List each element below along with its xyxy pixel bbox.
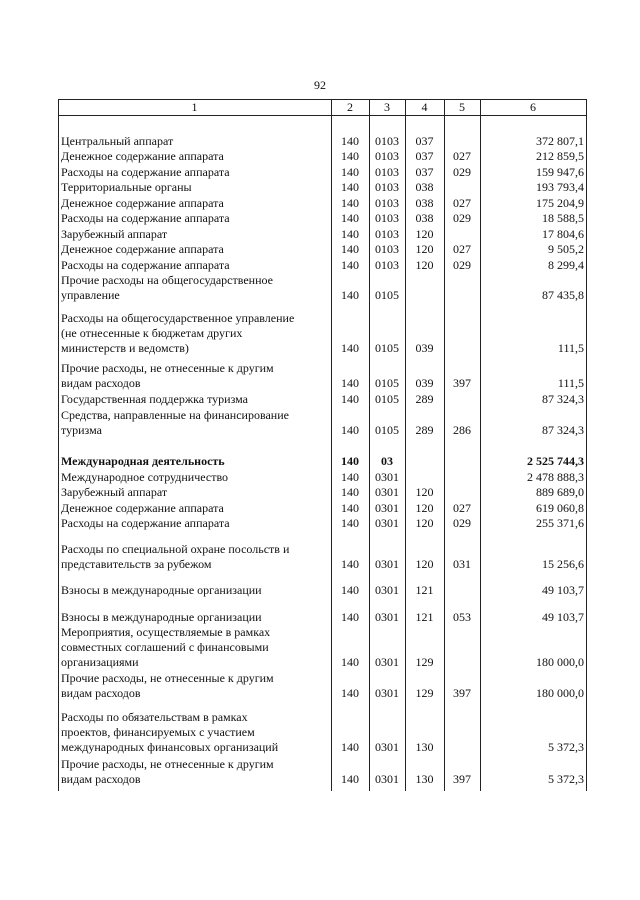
code-chapter: 140 bbox=[341, 423, 359, 437]
code-expense: 397 bbox=[453, 376, 471, 390]
code-chapter: 140 bbox=[341, 557, 359, 571]
code-chapter: 140 bbox=[341, 392, 359, 406]
code-expense: 397 bbox=[453, 772, 471, 786]
row-description: Средства, направленные на финансирование туризма bbox=[61, 408, 289, 437]
code-expense: 053 bbox=[453, 610, 471, 624]
row-description: Денежное содержание аппарата bbox=[61, 242, 224, 256]
header-cell: 2 bbox=[347, 100, 353, 114]
amount: 619 060,8 bbox=[536, 501, 584, 515]
code-chapter: 140 bbox=[341, 180, 359, 194]
code-section: 0301 bbox=[375, 501, 399, 515]
code-expense: 397 bbox=[453, 686, 471, 700]
code-section: 0103 bbox=[375, 149, 399, 163]
code-target: 120 bbox=[415, 516, 434, 530]
code-chapter: 140 bbox=[341, 196, 359, 210]
row-description: Зарубежный аппарат bbox=[61, 485, 168, 499]
code-expense: 029 bbox=[453, 211, 471, 225]
code-target: 039 bbox=[415, 376, 434, 390]
code-chapter: 140 bbox=[341, 485, 359, 499]
amount: 49 103,7 bbox=[542, 610, 584, 624]
code-section: 0103 bbox=[375, 242, 399, 256]
row-description: Денежное содержание аппарата bbox=[61, 196, 224, 210]
code-target: 037 bbox=[415, 134, 434, 148]
row-description: Территориальные органы bbox=[61, 180, 192, 194]
code-section: 0103 bbox=[375, 227, 399, 241]
code-target: 121 bbox=[415, 610, 434, 624]
row-description: Государственная поддержка туризма bbox=[61, 392, 249, 406]
code-section: 0105 bbox=[375, 376, 399, 390]
code-target: 289 bbox=[415, 392, 434, 406]
code-target: 120 bbox=[415, 501, 434, 515]
code-section: 0301 bbox=[375, 655, 399, 669]
amount: 5 372,3 bbox=[548, 740, 584, 754]
code-target: 120 bbox=[415, 242, 434, 256]
header-row bbox=[58, 99, 587, 115]
code-chapter: 140 bbox=[341, 686, 359, 700]
amount: 255 371,6 bbox=[536, 516, 584, 530]
row-description: Прочие расходы, не отнесенные к другим видам расходов bbox=[61, 361, 274, 390]
code-section: 0301 bbox=[375, 470, 399, 484]
code-chapter: 140 bbox=[341, 655, 359, 669]
code-section: 0105 bbox=[375, 423, 399, 437]
amount: 15 256,6 bbox=[542, 557, 584, 571]
code-expense: 027 bbox=[453, 149, 471, 163]
code-section: 0105 bbox=[375, 288, 399, 302]
amount: 9 505,2 bbox=[548, 242, 584, 256]
table-right-border bbox=[586, 99, 587, 791]
amount: 175 204,9 bbox=[536, 196, 584, 210]
code-chapter: 140 bbox=[341, 288, 359, 302]
code-section: 0103 bbox=[375, 196, 399, 210]
table-left-border bbox=[58, 99, 59, 791]
code-target: 120 bbox=[415, 227, 434, 241]
amount: 87 324,3 bbox=[542, 423, 584, 437]
header-cell: 6 bbox=[530, 100, 536, 114]
code-target: 289 bbox=[415, 423, 434, 437]
row-description: Взносы в международные организации bbox=[61, 583, 262, 597]
row-description: Расходы на содержание аппарата bbox=[61, 165, 230, 179]
code-chapter: 140 bbox=[341, 516, 359, 530]
row-description: Взносы в международные организации bbox=[61, 610, 262, 624]
row-description: Расходы на содержание аппарата bbox=[61, 211, 230, 225]
header-cell: 3 bbox=[384, 100, 390, 114]
code-target: 129 bbox=[415, 686, 434, 700]
code-expense: 286 bbox=[453, 423, 471, 437]
amount: 111,5 bbox=[557, 341, 584, 355]
code-section: 0103 bbox=[375, 211, 399, 225]
amount: 889 689,0 bbox=[536, 485, 584, 499]
code-expense: 027 bbox=[453, 242, 471, 256]
amount: 212 859,5 bbox=[536, 149, 584, 163]
code-chapter: 140 bbox=[341, 341, 359, 355]
code-expense: 027 bbox=[453, 196, 471, 210]
code-section: 0301 bbox=[375, 557, 399, 571]
code-target: 038 bbox=[415, 180, 434, 194]
row-description: Расходы по специальной охране посольств и представительств за рубежом bbox=[61, 542, 290, 571]
code-target: 130 bbox=[415, 740, 434, 754]
code-expense: 029 bbox=[453, 258, 471, 272]
amount: 2 525 744,3 bbox=[527, 454, 584, 468]
amount: 180 000,0 bbox=[536, 655, 584, 669]
row-description: Денежное содержание аппарата bbox=[61, 149, 224, 163]
amount: 111,5 bbox=[557, 376, 584, 390]
code-target: 130 bbox=[415, 772, 434, 786]
amount: 18 588,5 bbox=[542, 211, 584, 225]
code-chapter: 140 bbox=[341, 772, 359, 786]
row-description: Расходы на содержание аппарата bbox=[61, 516, 230, 530]
code-section: 0103 bbox=[375, 258, 399, 272]
code-chapter: 140 bbox=[341, 211, 359, 225]
code-target: 038 bbox=[415, 196, 434, 210]
code-chapter: 140 bbox=[341, 740, 359, 754]
header-bottom-border bbox=[58, 115, 587, 116]
code-chapter: 140 bbox=[341, 149, 359, 163]
code-target: 121 bbox=[415, 583, 434, 597]
code-chapter: 140 bbox=[341, 227, 359, 241]
row-description: Центральный аппарат bbox=[61, 134, 174, 148]
code-chapter: 140 bbox=[341, 134, 359, 148]
code-chapter: 140 bbox=[341, 583, 359, 597]
code-section: 03 bbox=[381, 454, 393, 468]
column-divider bbox=[480, 99, 481, 791]
code-chapter: 140 bbox=[341, 165, 359, 179]
code-section: 0301 bbox=[375, 583, 399, 597]
row-description: Расходы на содержание аппарата bbox=[61, 258, 230, 272]
amount: 5 372,3 bbox=[548, 772, 584, 786]
amount: 49 103,7 bbox=[542, 583, 584, 597]
code-target: 037 bbox=[415, 149, 434, 163]
code-chapter: 140 bbox=[341, 258, 359, 272]
amount: 87 324,3 bbox=[542, 392, 584, 406]
code-section: 0301 bbox=[375, 772, 399, 786]
code-target: 039 bbox=[415, 341, 434, 355]
header-cell: 5 bbox=[459, 100, 465, 114]
code-expense: 029 bbox=[453, 165, 471, 179]
code-chapter: 140 bbox=[341, 470, 359, 484]
code-expense: 029 bbox=[453, 516, 471, 530]
row-description: Прочие расходы на общегосударственное управление bbox=[61, 273, 273, 302]
amount: 372 807,1 bbox=[536, 134, 584, 148]
row-description: Международная деятельность bbox=[61, 454, 225, 468]
code-chapter: 140 bbox=[341, 454, 359, 468]
code-chapter: 140 bbox=[341, 376, 359, 390]
row-description: Зарубежный аппарат bbox=[61, 227, 168, 241]
code-section: 0103 bbox=[375, 180, 399, 194]
code-section: 0105 bbox=[375, 392, 399, 406]
code-section: 0301 bbox=[375, 740, 399, 754]
code-expense: 027 bbox=[453, 501, 471, 515]
row-description: Международное сотрудничество bbox=[61, 470, 229, 484]
code-section: 0301 bbox=[375, 610, 399, 624]
code-section: 0301 bbox=[375, 485, 399, 499]
row-description: Расходы по обязательствам в рамках проектов, финансируемых с участием международных финансовых организаций bbox=[61, 710, 279, 754]
amount: 193 793,4 bbox=[536, 180, 584, 194]
amount: 8 299,4 bbox=[548, 258, 584, 272]
page-number: 92 bbox=[314, 78, 326, 92]
code-section: 0301 bbox=[375, 516, 399, 530]
row-description: Прочие расходы, не отнесенные к другим видам расходов bbox=[61, 757, 274, 786]
code-target: 120 bbox=[415, 485, 434, 499]
code-target: 037 bbox=[415, 165, 434, 179]
header-cell: 1 bbox=[191, 100, 198, 114]
code-section: 0301 bbox=[375, 686, 399, 700]
amount: 159 947,6 bbox=[536, 165, 584, 179]
code-target: 120 bbox=[415, 258, 434, 272]
amount: 180 000,0 bbox=[536, 686, 584, 700]
code-section: 0103 bbox=[375, 134, 399, 148]
row-description: Расходы на общегосударственное управление (не отнесенные к бюджетам других министерств и ведомств) bbox=[61, 311, 295, 355]
code-section: 0105 bbox=[375, 341, 399, 355]
amount: 2 478 888,3 bbox=[527, 470, 584, 484]
row-description: Мероприятия, осуществляемые в рамках совместных соглашений с финансовыми организациями bbox=[61, 625, 271, 669]
code-target: 120 bbox=[415, 557, 434, 571]
row-description: Денежное содержание аппарата bbox=[61, 501, 224, 515]
code-chapter: 140 bbox=[341, 501, 359, 515]
code-chapter: 140 bbox=[341, 242, 359, 256]
amount: 17 804,6 bbox=[542, 227, 584, 241]
code-section: 0103 bbox=[375, 165, 399, 179]
code-chapter: 140 bbox=[341, 610, 359, 624]
code-target: 038 bbox=[415, 211, 434, 225]
row-description: Прочие расходы, не отнесенные к другим видам расходов bbox=[61, 671, 274, 700]
header-cell: 4 bbox=[421, 100, 428, 114]
budget-table bbox=[58, 99, 587, 791]
amount: 87 435,8 bbox=[542, 288, 584, 302]
code-target: 129 bbox=[415, 655, 434, 669]
code-expense: 031 bbox=[453, 557, 471, 571]
